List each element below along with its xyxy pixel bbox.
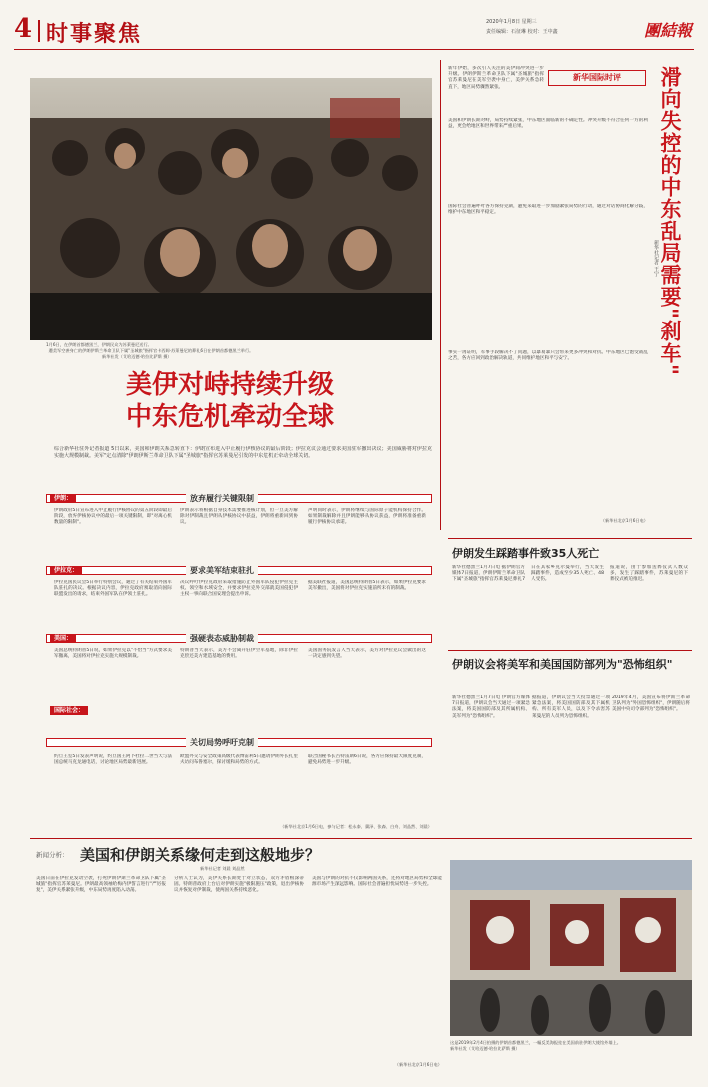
commentary-credit: （新华社北京1月6日电） — [600, 518, 648, 523]
stampede-article — [448, 538, 692, 646]
section-title: 时事聚焦 — [46, 22, 143, 47]
column-1: 美国总统特朗普5日说，如果伊拉克以"不恰当"方式要求美军撤离，美国将对伊拉克实施大规模制裁。 — [54, 648, 172, 660]
section-tag: 美国： — [50, 634, 76, 643]
section-iraq — [46, 564, 432, 628]
column-1: 约旦王室5日发表声明说，约旦国王阿卜杜拉二世当天与法国总统马克龙通电话，讨论地区局势最新进展。 — [54, 754, 172, 766]
newspaper-logo: 團結報 — [643, 21, 692, 40]
analysis-tag: 新闻分析： — [36, 851, 69, 859]
column-3: 声明同时表示，伊朗将继续与国际原子能机构保持合作。如果制裁解除并且伊朗能够从协议获益，伊朗将准备重新履行伊核协议承诺。 — [308, 508, 426, 526]
section-title: 强硬表态威胁制裁 — [186, 633, 258, 644]
terror-para-2: 据报道，伊朗议会当天投票通过一项紧急法案，将美国国防部及其下属机构、所有美军人员，以及下令杀害苏莱曼尼的人员列为恐怖组织。 — [532, 695, 610, 719]
editor-line: 责任编辑：石征琳 校对：王中鑫 — [486, 29, 558, 35]
section-tag: 伊朗： — [50, 494, 76, 503]
bottom-credit: （新华社北京1月6日电，参与记者：松永泰、冀泽、张森、白舟、刘品然、刘晨） — [280, 824, 432, 829]
column-2: 伊朗表示将根据自身技术需要推进核计划，但一旦美方解除对伊制裁且伊朗从伊核协议中获益，伊朗将重新回到协议。 — [180, 508, 298, 526]
stampede-para-1: 新华社德黑兰1月7日电 据伊朗官方媒体7日报道，伊朗伊斯兰革命卫队下属"圣城旅"指挥官苏莱曼尼葬礼7日在其家乡克尔曼举行，当天发生踩踏事件，造成至少35人死亡、48人受伤。 — [452, 565, 604, 583]
terror-title: 伊朗议会将美军和美国国防部列为"恐怖组织" — [452, 658, 673, 671]
column-rule — [440, 60, 441, 530]
column-2: 特朗普当天表示，美方不会离开驻伊空军基地，除非伊拉克偿还美方建造基地的费用。 — [180, 648, 298, 660]
stampede-title: 伊朗发生踩踏事件致35人死亡 — [452, 547, 600, 560]
analysis-byline: 新华社记者 刘晨 刘品然 — [200, 866, 245, 871]
column-2: 决议呼吁伊拉克政府采取措施防止外国军队侵犯伊拉克主权、领空和水域安全，并要求伊拉克外交部就美国侵犯伊主权一事向联合国安理会提出申诉。 — [180, 580, 298, 598]
lead-paragraph: 综合新华社驻外记者报道 5日以来，美国和伊朗关系急转直下：伊朗宣布进入中止履行伊核协议的最后阶段；伊拉克议会通过要求美国驻军撤出决议；美国威胁将对伊拉克实施大规模制裁。美军"定点清除"伊朗伊斯兰革命卫队下属"圣城旅"指挥官苏莱曼尼引发的中东危机正牵动全球关切。 — [54, 446, 432, 459]
commentary-box — [444, 60, 692, 530]
commentary-para-3: 事实一再证明，军事手段解决不了问题，以暴易暴只会带来更多冲突和对抗。中东地区已饱受战乱之苦，各方应回到政治解决轨道，共同维护地区和平与安宁。 — [448, 350, 648, 362]
commentary-intro: 新年伊始，多次引人关注的美伊间冲突进一步升级。伊朗伊斯兰革命卫队下属"圣城旅"指挥官苏莱曼尼在美军空袭中身亡，美伊关系急转直下，地区局势骤然紧张。 — [448, 66, 544, 90]
column-2: 欧盟外交与安全政策高级代表博雷利5日邀请伊朗外长扎里夫访问布鲁塞尔，探讨缓和局势的方式。 — [180, 754, 298, 766]
photo2-caption: 这是2019年2月4日拍摄的伊朗首都德黑兰，一幅反美海报挂在美国前驻伊朗大使馆外墙上。 新华社发（艾哈迈德·哈拉比萨斯 摄） — [450, 1040, 621, 1051]
analysis-col-1: 美国日前在伊拉克发动空袭，打死伊朗伊斯兰革命卫队下属"圣城旅"指挥官苏莱曼尼。伊朗最高领袖哈梅内伊誓言进行"严厉报复"，美伊关系紧张升级，中东局势再度陷入动荡。 — [36, 876, 166, 894]
stampede-para-2: 报道说，由于参加送葬仪式人数众多，发生了踩踏事件，苏莱曼尼的下葬仪式被迫推迟。 — [610, 565, 688, 583]
masthead-divider — [38, 20, 40, 42]
analysis-col-2: 分析人士认为，美伊关系长期处于对立状态，双方矛盾根深蒂固。特朗普政府上台后对伊朗实施"极限施压"政策，退出伊核协议并恢复对伊制裁，使两国关系持续恶化。 — [174, 876, 304, 894]
main-headline-line2: 中东危机牵动全球 — [125, 402, 334, 432]
section-title: 要求美军结束驻扎 — [186, 565, 258, 576]
column-3: 据美联社报道，美国总统特朗普5日表示，如果伊拉克要求美军撤出，美国将对伊拉克实施前所未有的制裁。 — [308, 580, 426, 592]
terror-para-1: 新华社德黑兰1月7日电 伊朗官方媒体7日报道，伊朗议会当天通过一项紧急法案，将美国国防部及其所属机构、美军列为"恐怖组织"。 — [452, 695, 530, 719]
analysis-col-3: 美国与伊朗的对抗不仅影响两国关系，还将对地区局势和全球能源市场产生深远影响。国际社会普遍担忧局势进一步失控。 — [312, 876, 442, 888]
terror-article — [448, 650, 692, 826]
section-iran — [46, 492, 432, 552]
commentary-para-2: 国际社会普遍呼吁各方保持克制，避免采取进一步加剧紧张局势的行动，通过对话协商化解分歧，维护中东地区和平稳定。 — [448, 204, 648, 216]
lower-rule — [30, 838, 692, 839]
column-3: 美国国务院发言人当天表示，美方对伊拉克议会做出的这一决定感到失望。 — [308, 648, 426, 660]
column-3: 联合国秘书长古特雷斯6日说，各方应保持最大限度克制，避免局势进一步升级。 — [308, 754, 426, 766]
main-headline-line1: 美伊对峙持续升级 — [125, 370, 334, 400]
funeral-crowd-photo — [30, 78, 432, 340]
section-us — [46, 632, 432, 700]
page-number: 4 — [14, 14, 33, 44]
date-line: 2020年1月8日 星期三 — [486, 19, 537, 25]
photo-caption: 1月6日，在伊朗首都德黑兰，伊朗民众为苏莱曼尼送行。 遭美军空袭身亡的伊朗伊斯兰革命卫队下属"圣城旅"指挥官卡西姆·苏莱曼尼的葬礼6日在伊朗首都德黑兰举行。 新华社发（艾哈迈德·哈拉比萨斯 摄） — [46, 342, 254, 359]
section-tag: 国际社会： — [50, 706, 88, 715]
commentary-tag: 新华国际时评 — [548, 70, 646, 86]
commentary-title: 滑向失控的中东乱局需要"刹车" — [658, 66, 683, 376]
analysis-title: 美国和伊朗关系缘何走到这般地步？ — [80, 846, 321, 864]
crowd-image — [30, 78, 432, 340]
masthead — [14, 14, 694, 50]
mural-image — [450, 860, 692, 1036]
section-title: 放弃履行关键限制 — [186, 493, 258, 504]
analysis-credit: （新华社北京1月6日电） — [394, 1062, 442, 1067]
column-1: 伊拉克国民议会5日举行特别会议，通过了有关结束外国军队驻扎的决议。根据决议内容，伊拉克政府须取消向国际联盟发出的请求，结束外国军队在伊领土驻扎。 — [54, 580, 172, 598]
anti-us-mural-photo — [450, 860, 692, 1036]
terror-para-3: 2019年4月，美国宣布将伊斯兰革命卫队列为"外国恐怖组织"，伊朗随后将美国中央司令部列为"恐怖组织"。 — [612, 695, 690, 713]
section-title: 关切局势呼吁克制 — [186, 737, 258, 748]
column-1: 伊朗政府5日宣布进入中止履行伊核协议的第五阶段即最后阶段，放弃伊核协议中的最后一项关键限制，即"对离心机数量的限制"。 — [54, 508, 172, 526]
commentary-para-1: 美国和伊朗长期对峙，局势持续紧张，中东地区面临新的不确定性。冲突升级不符合任何一方的利益，更会给地区和世界带来严重后果。 — [448, 118, 648, 130]
commentary-byline: 新华社记者 王宁 — [653, 240, 659, 277]
section-tag: 伊拉克： — [50, 566, 82, 575]
section-international — [46, 706, 432, 816]
